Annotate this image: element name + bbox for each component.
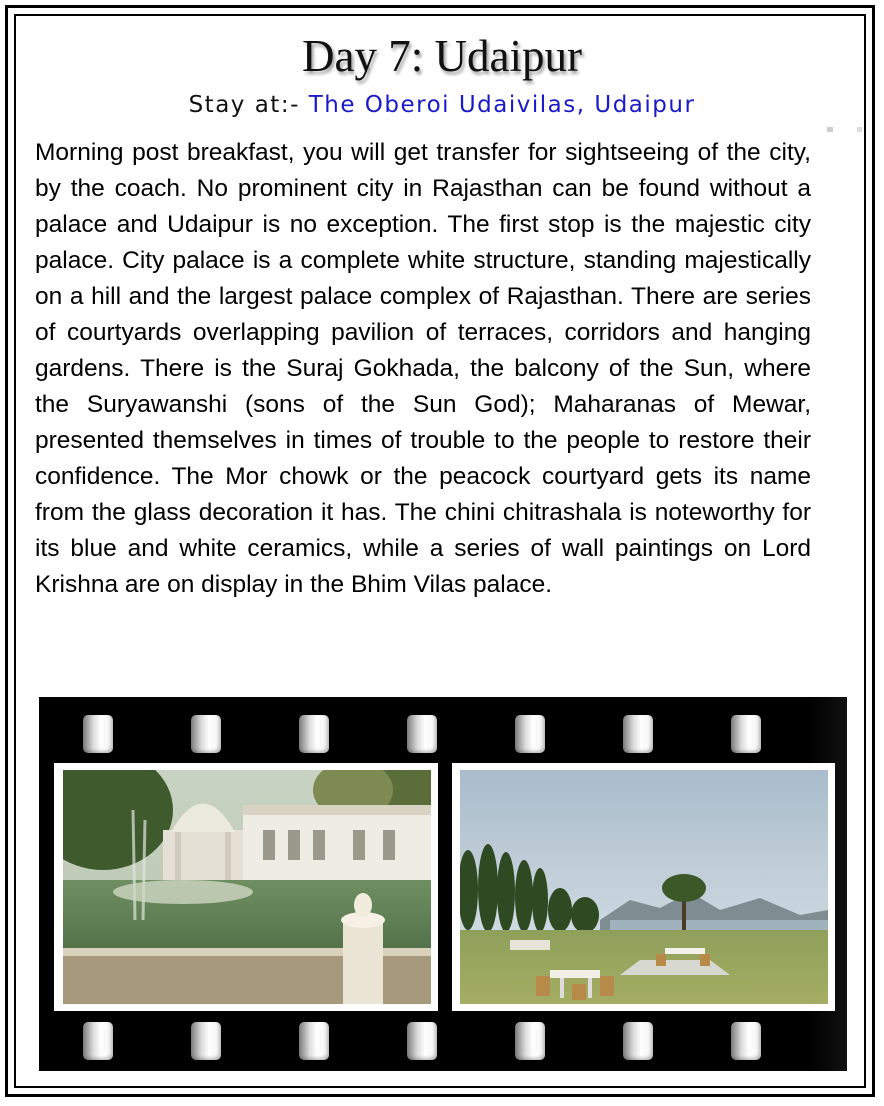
sprocket-hole <box>299 1022 329 1060</box>
sprocket-hole <box>515 715 545 753</box>
sprocket-hole <box>731 715 761 753</box>
image-speck <box>857 127 862 132</box>
hotel-name: The Oberoi Udaivilas, Udaipur <box>308 92 696 118</box>
sprocket-hole <box>515 1022 545 1060</box>
palace-fountain-photo <box>63 770 431 1004</box>
sprocket-hole <box>731 1022 761 1060</box>
sprocket-hole <box>191 715 221 753</box>
sprocket-hole <box>407 1022 437 1060</box>
sprocket-hole <box>407 715 437 753</box>
itinerary-description: Morning post breakfast, you will get transfer for sightseeing of the city, by the coach. No prominent city in Rajasthan can be found without a palace and Udaipur is no exception. The first stop is the majestic city palace. City palace is a complete white structure, standing majestically on a hill and the largest palace complex of Rajasthan. There are series of courtyards overlapping pavilion of terraces, corridors and hanging gardens. There is the Suraj Gokhada, the balcony of the Sun, where the Suryawanshi (sons of the Sun God); Maharanas of Mewar, presented themselves in times of trouble to the people to restore their confidence. The Mor chowk or the peacock courtyard gets its name from the glass decoration it has. The chini chitrashala is noteworthy for its blue and white ceramics, while a series of wall paintings on Lord Krishna are on display in the Bhim Vilas palace. <box>35 139 811 598</box>
sprocket-hole <box>623 1022 653 1060</box>
sprocket-hole <box>83 1022 113 1060</box>
image-speck <box>827 127 833 132</box>
sprocket-hole <box>299 715 329 753</box>
stay-line <box>0 92 884 118</box>
page-title: Day 7: Udaipur <box>302 31 582 81</box>
sprocket-hole <box>191 1022 221 1060</box>
sprocket-hole <box>623 715 653 753</box>
hotel-garden-photo <box>460 770 828 1004</box>
sprocket-hole <box>83 715 113 753</box>
stay-label: Stay at:- <box>188 92 309 118</box>
film-strip <box>39 697 847 1071</box>
